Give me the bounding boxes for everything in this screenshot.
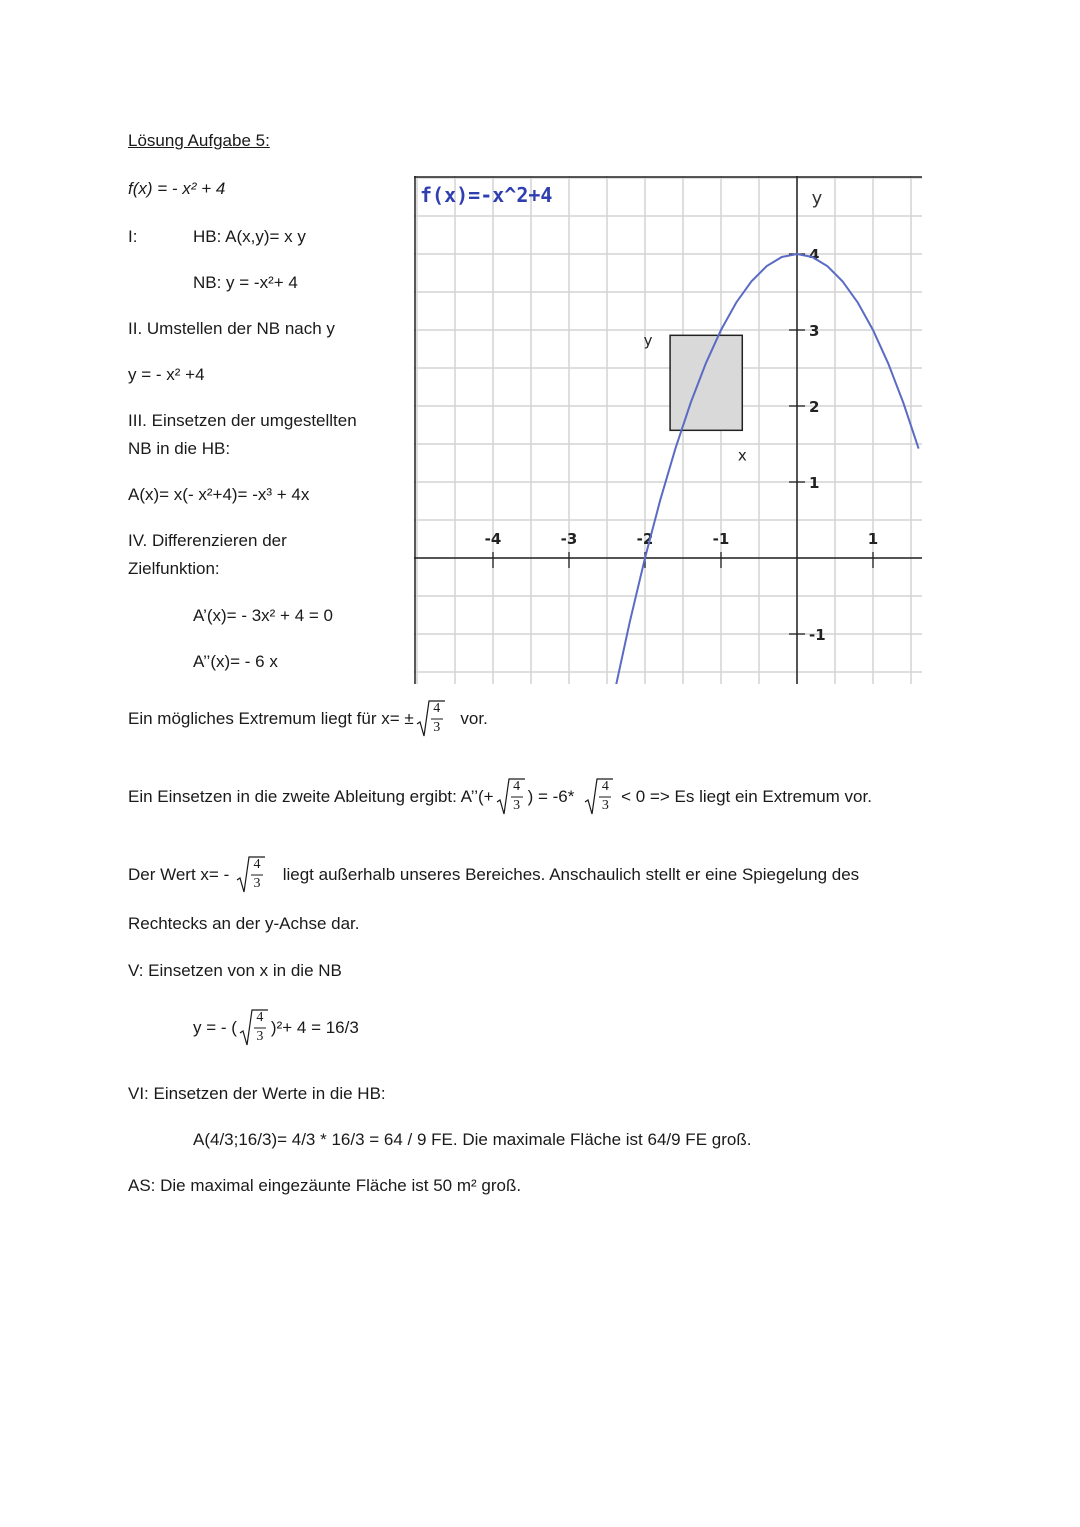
second-derivative-check (128, 778, 872, 816)
fraction-denominator: 3 (253, 876, 261, 891)
step5-suffix: )²+ 4 = 16/3 (270, 1017, 359, 1037)
step4-heading-line1: IV. Differenzieren der (128, 531, 287, 550)
step1-label: I: (128, 227, 138, 246)
step5-heading: V: Einsetzen von x in die NB (128, 961, 342, 980)
negative-value-line2: Rechtecks an der y-Achse dar. (128, 914, 360, 933)
y-tick-label: 1 (809, 474, 820, 492)
fraction-numerator: 4 (601, 779, 609, 794)
extremum-prefix: Ein mögliches Extremum liegt für x= ± (128, 708, 414, 728)
x-tick-label: 1 (867, 530, 879, 548)
function-definition: f(x) = - x² + 4 (128, 179, 226, 198)
fraction-denominator: 3 (601, 798, 609, 813)
rectangle-area (670, 335, 742, 430)
function-graph (414, 176, 922, 684)
check-middle: ) = -6* (527, 786, 575, 806)
extremum-suffix: vor. (460, 708, 488, 728)
x-tick-label: -4 (484, 530, 502, 548)
fraction-numerator: 4 (513, 779, 521, 794)
rectangle-label-y: y (643, 331, 653, 350)
nb-formula: NB: y = -x²+ 4 (193, 273, 298, 292)
y-tick-label: 3 (809, 322, 820, 340)
sqrt-fraction (416, 700, 446, 738)
fraction-numerator: 4 (253, 857, 261, 872)
x-tick-label: -1 (712, 530, 730, 548)
fraction-numerator: 4 (256, 1010, 264, 1025)
first-derivative: A’(x)= - 3x² + 4 = 0 (193, 606, 333, 625)
step5-prefix: y = - ( (193, 1017, 237, 1037)
y-tick-label: -1 (809, 626, 826, 644)
graph-title: f(x)=-x^2+4 (420, 183, 553, 207)
sqrt-fraction (236, 856, 266, 894)
x-tick-label: -3 (560, 530, 578, 548)
y-tick-label: 2 (809, 398, 820, 416)
fraction-denominator: 3 (256, 1029, 264, 1044)
check-prefix: Ein Einsetzen in die zweite Ableitung ergibt: A’’(+ (128, 786, 494, 806)
fraction-denominator: 3 (513, 798, 521, 813)
sqrt-fraction (584, 778, 614, 816)
step3-heading-line2: NB in die HB: (128, 439, 231, 458)
step3-result: A(x)= x(- x²+4)= -x³ + 4x (128, 485, 310, 504)
fraction-numerator: 4 (433, 701, 441, 716)
step2-result: y = - x² +4 (128, 365, 205, 384)
second-derivative: A’’(x)= - 6 x (193, 652, 278, 671)
negative-value-statement (128, 856, 859, 894)
graph-grid (414, 176, 922, 684)
step2-heading: II. Umstellen der NB nach y (128, 319, 335, 338)
y-tick-label: 4 (809, 246, 820, 264)
page-title: Lösung Aufgabe 5: (128, 131, 270, 150)
step6-result: A(4/3;16/3)= 4/3 * 16/3 = 64 / 9 FE. Die maximale Fläche ist 64/9 FE groß. (193, 1130, 752, 1149)
step4-heading-line2: Zielfunktion: (128, 559, 220, 578)
rectangle-label-x: x (737, 446, 747, 465)
graph-background (414, 176, 922, 684)
y-axis-label: y (811, 188, 823, 209)
sqrt-fraction (496, 778, 526, 816)
step6-heading: VI: Einsetzen der Werte in die HB: (128, 1084, 386, 1103)
negative-suffix: liegt außerhalb unseres Bereiches. Anschaulich stellt er eine Spiegelung des (282, 864, 860, 884)
hb-formula: HB: A(x,y)= x y (193, 227, 306, 246)
sqrt-fraction (239, 1009, 269, 1047)
check-suffix: < 0 => Es liegt ein Extremum vor. (621, 786, 872, 806)
step3-heading-line1: III. Einsetzen der umgestellten (128, 411, 357, 430)
x-tick-label: -2 (636, 530, 654, 548)
negative-prefix: Der Wert x= - (128, 864, 230, 884)
step5-result (193, 1009, 359, 1047)
extremum-statement (128, 700, 488, 738)
fraction-denominator: 3 (433, 720, 441, 735)
final-answer: AS: Die maximal eingezäunte Fläche ist 50 m² groß. (128, 1176, 522, 1195)
